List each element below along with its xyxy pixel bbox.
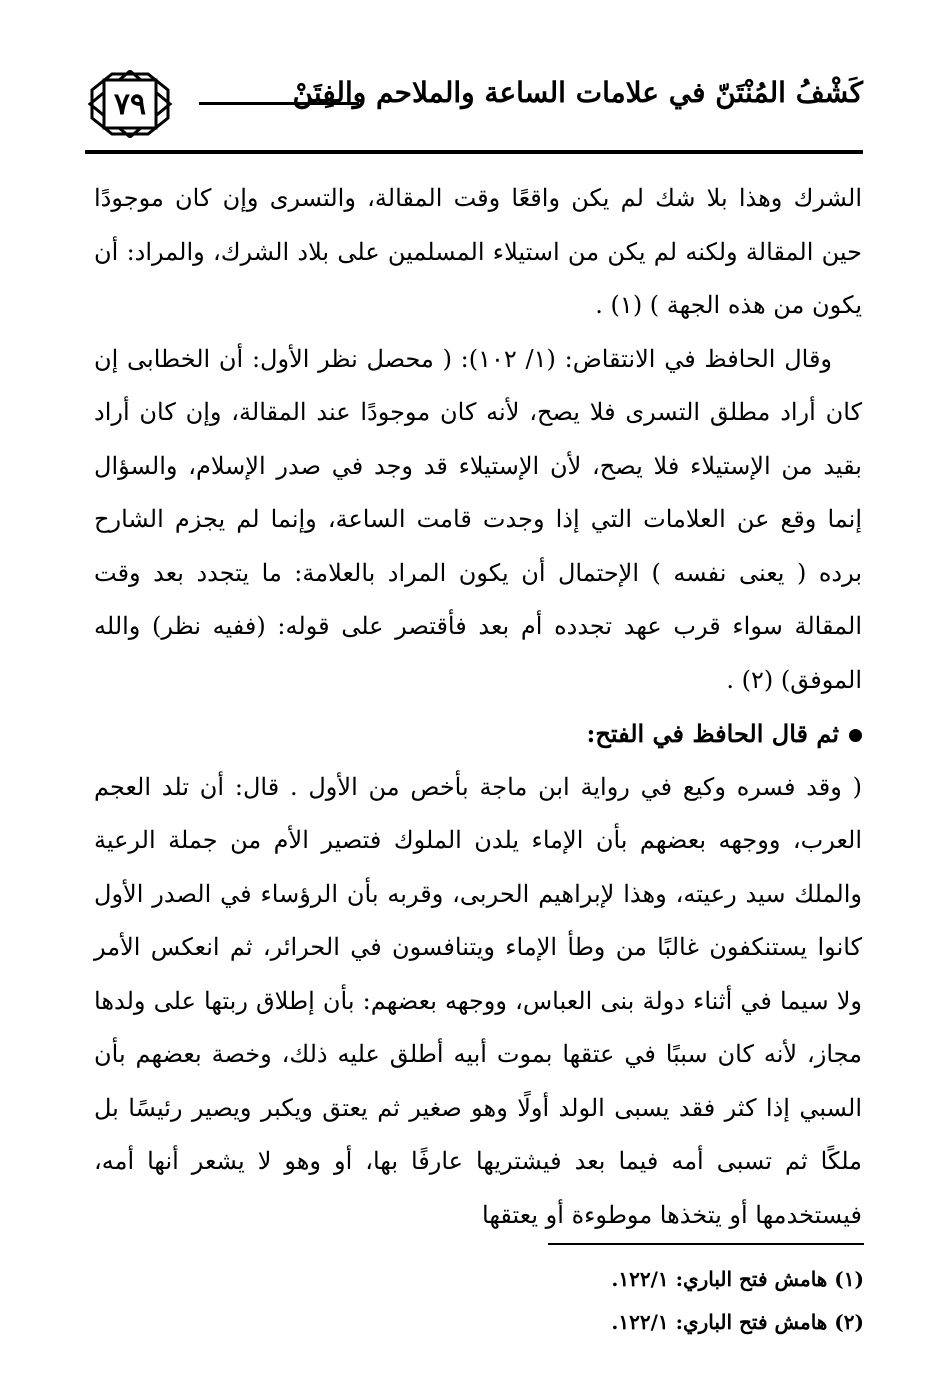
- footnotes: [364, 1258, 864, 1344]
- paragraph-3: ( وقد فسره وكيع في رواية ابن ماجة بأخص من الأول . قال: أن تلد العجم العرب، ووجهه بعضهم بأن الإماء يلدن الملوك فتصير الأم من جملة الرعية والملك سيد رعيته، وهذا لإبراهيم الحربى، وقربه بأن الرؤساء في الصدر الأول كانوا يستنكفون غالبًا من وطأ الإماء ويتنافسون في الحرائر، ثم انعكس الأمر ولا سيما في أثناء دولة بنى العباس، ووجهه بعضهم: بأن إطلاق ربتها على ولدها مجاز، لأنه كان سببًا في عتقها بموت أبيه أطلق عليه ذلك، وخصة بعضهم بأن السبي إذا كثر فقد يسبى الولد أولًا وهو صغير ثم يعتق ويكبر ويصير رئيسًا بل ملكًا ثم تسبى أمه فيما بعد فيشتريها عارفًا بها، أو وهو لا يشعر أنها أمه، فيستخدمها أو يتخذها موطوءة أو يعتقها: [94, 772, 863, 1229]
- main-text: [94, 172, 862, 1242]
- page-header: [85, 62, 863, 154]
- footnote-2: (٢) هامش فتح الباري: ١٢٢/١.: [611, 1310, 864, 1334]
- paragraph-2: وقال الحافظ في الانتقاض: (١/ ١٠٢): ( محصل نظر الأول: أن الخطابى إن كان أراد مطلق التسرى فلا يصح، لأنه كان موجودًا عند المقالة، وإن كان أراد بقيد من الإستيلاء فلا يصح، لأن الإستيلاء قد وجد في صدر الإسلام، والسؤال إنما وقع عن العلامات التي إذا وجدت قامت الساعة، وإنما لم يجزم الشارح برده ( يعنى نفسه ) الإحتمال أن يكون المراد بالعلامة: ما يتجدد بعد وقت المقالة سواء قرب عهد تجدده أم بعد فأقتصر على قوله: (ففيه نظر) والله الموفق) (٢) .: [94, 344, 862, 694]
- page-number: ٧٩: [113, 86, 147, 122]
- paragraph-1: الشرك وهذا بلا شك لم يكن واقعًا وقت المقالة، والتسرى وإن كان موجودًا حين المقالة ولكنه لم يكن من استيلاء المسلمين على بلاد الشرك، والمراد: أن يكون من هذه الجهة ) (١) .: [94, 184, 862, 319]
- section-heading: [94, 707, 862, 761]
- bullet-icon: [849, 729, 862, 742]
- running-title: كَشْفُ المُنْتَنّ في علامات الساعة والملاحم والفِتَنْ: [292, 76, 863, 109]
- header-rule: [85, 150, 863, 154]
- footnote-rule: [548, 1243, 864, 1245]
- section-heading-text: ثم قال الحافظ في الفتح:: [586, 719, 839, 748]
- footnote-1: (١) هامش فتح الباري: ١٢٢/١.: [611, 1267, 864, 1291]
